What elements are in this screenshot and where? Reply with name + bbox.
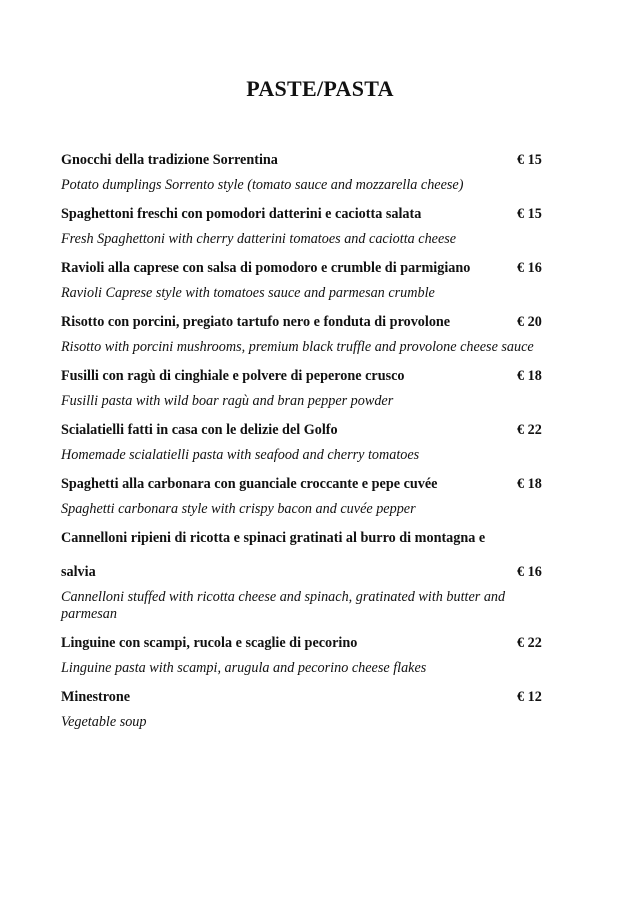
- item-name-row: [61, 687, 581, 708]
- item-name-row: [61, 258, 581, 279]
- item-price: € 12: [517, 689, 542, 705]
- item-description: Ravioli Caprese style with tomatoes sauce and parmesan crumble: [61, 285, 435, 301]
- item-price: € 20: [517, 314, 542, 330]
- item-name: Spaghettoni freschi con pomodori datterini e caciotta salata: [61, 206, 422, 222]
- menu-item: [61, 528, 581, 623]
- item-name: Linguine con scampi, rucola e scaglie di pecorino: [61, 635, 358, 651]
- menu-item: [61, 258, 581, 302]
- item-price: € 16: [517, 564, 542, 580]
- item-price: € 16: [517, 260, 542, 276]
- item-name-row: [61, 633, 581, 654]
- item-price: € 18: [517, 476, 542, 492]
- item-description: Cannelloni stuffed with ricotta cheese and spinach, gratinated with butter and parmesan: [61, 589, 506, 622]
- item-name-row-continued: [61, 562, 581, 583]
- item-price: € 18: [517, 368, 542, 384]
- menu-list: [61, 150, 581, 741]
- item-name-row: [61, 150, 581, 171]
- item-description: Spaghetti carbonara style with crispy bacon and cuvée pepper: [61, 501, 416, 517]
- item-name: Scialatielli fatti in casa con le delizie del Golfo: [61, 422, 338, 438]
- item-name: Risotto con porcini, pregiato tartufo nero e fonduta di provolone: [61, 314, 451, 330]
- item-name: Cannelloni ripieni di ricotta e spinaci gratinati al burro di montagna e: [61, 530, 486, 546]
- menu-item: [61, 420, 581, 464]
- item-description: Fresh Spaghettoni with cherry datterini tomatoes and caciotta cheese: [61, 231, 457, 247]
- item-name-row: [61, 420, 581, 441]
- item-name: Fusilli con ragù di cinghiale e polvere di peperone crusco: [61, 368, 405, 384]
- item-name: Spaghetti alla carbonara con guanciale croccante e pepe cuvée: [61, 476, 438, 492]
- menu-item: [61, 687, 581, 731]
- item-name: Minestrone: [61, 689, 131, 705]
- item-description: Potato dumplings Sorrento style (tomato sauce and mozzarella cheese): [61, 177, 464, 193]
- item-description: Fusilli pasta with wild boar ragù and bran pepper powder: [61, 393, 394, 409]
- item-price: € 22: [517, 422, 542, 438]
- item-name: Gnocchi della tradizione Sorrentina: [61, 152, 278, 168]
- item-name-row: [61, 312, 581, 333]
- item-name-row: [61, 528, 581, 549]
- page-title: PASTE/PASTA: [246, 76, 394, 101]
- item-name-continued: salvia: [61, 564, 96, 580]
- item-name-row: [61, 474, 581, 495]
- item-name-row: [61, 204, 581, 225]
- item-description: Vegetable soup: [61, 714, 147, 730]
- item-name: Ravioli alla caprese con salsa di pomodoro e crumble di parmigiano: [61, 260, 471, 276]
- item-price: € 22: [517, 635, 542, 651]
- item-name-row: [61, 366, 581, 387]
- menu-item: [61, 633, 581, 677]
- menu-item: [61, 474, 581, 518]
- menu-item: [61, 366, 581, 410]
- item-price: € 15: [517, 206, 542, 222]
- menu-item: [61, 312, 581, 356]
- item-description: Homemade scialatielli pasta with seafood and cherry tomatoes: [61, 447, 420, 463]
- item-description: Risotto with porcini mushrooms, premium black truffle and provolone cheese sauce: [61, 339, 534, 355]
- item-price: € 15: [517, 152, 542, 168]
- item-description: Linguine pasta with scampi, arugula and pecorino cheese flakes: [61, 660, 427, 676]
- menu-item: [61, 150, 581, 194]
- menu-item: [61, 204, 581, 248]
